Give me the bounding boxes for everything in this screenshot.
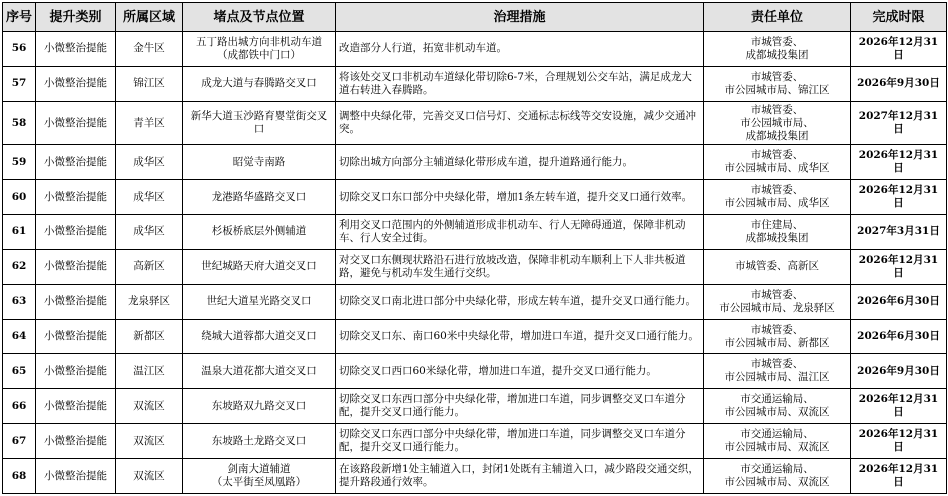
header-row <box>3 3 947 32</box>
cell-location: 五丁路出城方向非机动车道（成都铁中门口） <box>183 32 336 67</box>
cell-deadline: 2026年12月31日 <box>851 32 947 67</box>
cell-deadline: 2026年12月31日 <box>851 459 947 494</box>
cell-location: 成龙大道与春腾路交叉口 <box>183 66 336 101</box>
cell-measure: 切除交叉口东西口部分中央绿化带，增加进口车道，同步调整交叉口车道分配，提升交叉口通行能力。 <box>336 424 704 459</box>
cell-district: 金牛区 <box>116 32 183 67</box>
cell-location: 绕城大道蓉都大道交叉口 <box>183 319 336 354</box>
cell-location: 东坡路双九路交叉口 <box>183 389 336 424</box>
cell-category: 小微整治提能 <box>36 145 116 180</box>
cell-category: 小微整治提能 <box>36 32 116 67</box>
cell-no: 62 <box>3 249 36 284</box>
cell-deadline: 2026年9月30日 <box>851 66 947 101</box>
header-measure: 治理措施 <box>336 3 704 32</box>
header-deadline: 完成时限 <box>851 3 947 32</box>
cell-district: 青羊区 <box>116 101 183 145</box>
header-district: 所属区域 <box>116 3 183 32</box>
cell-location: 温泉大道花都大道交叉口 <box>183 354 336 389</box>
cell-no: 58 <box>3 101 36 145</box>
table-row <box>3 215 947 250</box>
cell-unit: 市交通运输局、 市公园城市局、双流区 <box>704 424 851 459</box>
cell-district: 龙泉驿区 <box>116 284 183 319</box>
cell-measure: 切除交叉口东西口部分中央绿化带，增加进口车道，同步调整交叉口车道分配，提升交叉口通行能力。 <box>336 389 704 424</box>
measures-table <box>2 2 947 494</box>
cell-measure: 将该处交叉口非机动车道绿化带切除6-7米，合理规划公交车站，满足成龙大道右转进入春腾路。 <box>336 66 704 101</box>
cell-no: 57 <box>3 66 36 101</box>
cell-district: 新都区 <box>116 319 183 354</box>
header-location: 堵点及节点位置 <box>183 3 336 32</box>
cell-unit: 市城管委、 市公园城市局、温江区 <box>704 354 851 389</box>
table-row <box>3 389 947 424</box>
cell-measure: 切除交叉口东口部分中央绿化带，增加1条左转车道，提升交叉口通行效率。 <box>336 180 704 215</box>
cell-unit: 市城管委、 市公园城市局、锦江区 <box>704 66 851 101</box>
header-no: 序号 <box>3 3 36 32</box>
cell-unit: 市交通运输局、 市公园城市局、双流区 <box>704 389 851 424</box>
table-row <box>3 66 947 101</box>
cell-measure: 对交叉口东侧现状路沿石进行放坡改造，保障非机动车顺利上下人非共板道路，避免与机动车发生通行交织。 <box>336 249 704 284</box>
cell-deadline: 2026年12月31日 <box>851 180 947 215</box>
cell-no: 59 <box>3 145 36 180</box>
cell-district: 双流区 <box>116 459 183 494</box>
cell-location: 龙港路华盛路交叉口 <box>183 180 336 215</box>
table-row <box>3 354 947 389</box>
cell-deadline: 2026年6月30日 <box>851 319 947 354</box>
cell-location: 东坡路土龙路交叉口 <box>183 424 336 459</box>
cell-district: 双流区 <box>116 424 183 459</box>
cell-district: 双流区 <box>116 389 183 424</box>
cell-district: 成华区 <box>116 180 183 215</box>
cell-category: 小微整治提能 <box>36 215 116 250</box>
cell-unit: 市城管委、 成都城投集团 <box>704 32 851 67</box>
cell-location: 昭觉寺南路 <box>183 145 336 180</box>
cell-category: 小微整治提能 <box>36 180 116 215</box>
header-category: 提升类别 <box>36 3 116 32</box>
cell-category: 小微整治提能 <box>36 101 116 145</box>
cell-no: 68 <box>3 459 36 494</box>
cell-location: 剑南大道辅道 （太平街至凤凰路） <box>183 459 336 494</box>
cell-measure: 切除交叉口东、南口60米中央绿化带，增加进口车道，提升交叉口通行能力。 <box>336 319 704 354</box>
cell-unit: 市住建局、 成都城投集团 <box>704 215 851 250</box>
table-row <box>3 180 947 215</box>
cell-unit: 市城管委、 市公园城市局、 成都城投集团 <box>704 101 851 145</box>
table-row <box>3 459 947 494</box>
cell-location: 世纪大道星光路交叉口 <box>183 284 336 319</box>
cell-location: 杉板桥底层外侧辅道 <box>183 215 336 250</box>
cell-category: 小微整治提能 <box>36 249 116 284</box>
cell-category: 小微整治提能 <box>36 284 116 319</box>
table-row <box>3 424 947 459</box>
table-row <box>3 145 947 180</box>
cell-district: 高新区 <box>116 249 183 284</box>
table-body <box>3 32 947 494</box>
cell-no: 65 <box>3 354 36 389</box>
cell-measure: 切除交叉口西口60米绿化带，增加进口车道，提升交叉口通行能力。 <box>336 354 704 389</box>
table-row <box>3 284 947 319</box>
cell-district: 成华区 <box>116 215 183 250</box>
cell-measure: 改造部分人行道，拓宽非机动车道。 <box>336 32 704 67</box>
table-row <box>3 101 947 145</box>
cell-deadline: 2026年9月30日 <box>851 354 947 389</box>
cell-no: 67 <box>3 424 36 459</box>
cell-no: 60 <box>3 180 36 215</box>
table-row <box>3 319 947 354</box>
cell-unit: 市城管委、高新区 <box>704 249 851 284</box>
cell-no: 61 <box>3 215 36 250</box>
cell-deadline: 2026年12月31日 <box>851 145 947 180</box>
cell-category: 小微整治提能 <box>36 354 116 389</box>
cell-unit: 市交通运输局、 市公园城市局、双流区 <box>704 459 851 494</box>
cell-measure: 调整中央绿化带，完善交叉口信号灯、交通标志标线等交安设施，减少交通冲突。 <box>336 101 704 145</box>
cell-measure: 切除交叉口南北进口部分中央绿化带，形成左转车道，提升交叉口通行能力。 <box>336 284 704 319</box>
cell-no: 64 <box>3 319 36 354</box>
cell-deadline: 2026年12月31日 <box>851 249 947 284</box>
table-row <box>3 32 947 67</box>
cell-district: 成华区 <box>116 145 183 180</box>
cell-district: 锦江区 <box>116 66 183 101</box>
cell-category: 小微整治提能 <box>36 66 116 101</box>
cell-unit: 市城管委、 市公园城市局、龙泉驿区 <box>704 284 851 319</box>
cell-location: 新华大道玉沙路育婴堂街交叉口 <box>183 101 336 145</box>
cell-measure: 利用交叉口范围内的外侧辅道形成非机动车、行人无障碍通道，保障非机动车、行人安全过街。 <box>336 215 704 250</box>
table-row <box>3 249 947 284</box>
cell-deadline: 2026年12月31日 <box>851 389 947 424</box>
cell-no: 56 <box>3 32 36 67</box>
header-unit: 责任单位 <box>704 3 851 32</box>
cell-measure: 切除出城方向部分主辅道绿化带形成车道，提升道路通行能力。 <box>336 145 704 180</box>
cell-location: 世纪城路天府大道交叉口 <box>183 249 336 284</box>
cell-deadline: 2026年12月31日 <box>851 424 947 459</box>
cell-deadline: 2026年6月30日 <box>851 284 947 319</box>
cell-category: 小微整治提能 <box>36 319 116 354</box>
cell-unit: 市城管委、 市公园城市局、成华区 <box>704 180 851 215</box>
cell-unit: 市城管委、 市公园城市局、新都区 <box>704 319 851 354</box>
cell-measure: 在该路段新增1处主辅道入口，封闭1处既有主辅道入口，减少路段交通交织，提升路段通行效率。 <box>336 459 704 494</box>
cell-deadline: 2027年3月31日 <box>851 215 947 250</box>
cell-no: 66 <box>3 389 36 424</box>
cell-category: 小微整治提能 <box>36 459 116 494</box>
cell-unit: 市城管委、 市公园城市局、成华区 <box>704 145 851 180</box>
cell-no: 63 <box>3 284 36 319</box>
cell-deadline: 2027年12月31日 <box>851 101 947 145</box>
cell-category: 小微整治提能 <box>36 424 116 459</box>
cell-district: 温江区 <box>116 354 183 389</box>
cell-category: 小微整治提能 <box>36 389 116 424</box>
